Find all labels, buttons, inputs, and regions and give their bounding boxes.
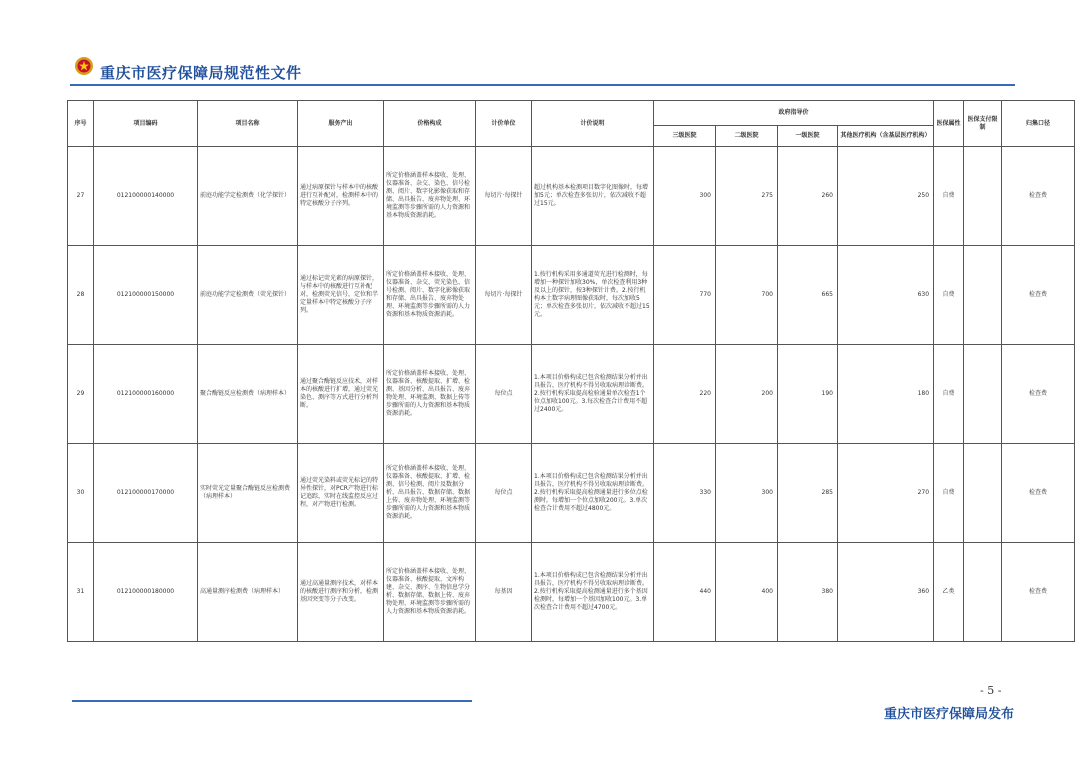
cell-name: 高通量测序检测费（病理样本） <box>198 543 298 642</box>
cell-insurance: 自费 <box>934 444 964 543</box>
cell-composition: 所定价格涵盖样本接收、处理、仪器准备、杂交、染色、信号检测、阅片、数字化影像获取和存储、出具报告、废弃物处理、环境监测等步骤所需的人力资源和基本物质资源消耗。 <box>384 147 476 246</box>
col-insurance: 医保属性 <box>934 101 964 147</box>
cell-seq: 27 <box>68 147 94 246</box>
col-code: 项目编码 <box>94 101 198 147</box>
cell-desc: 超过机构基本检测项目数字化图像时，每增加5元；单次检查多张切片，依次减收不超过15元。 <box>532 147 654 246</box>
cell-grade3: 300 <box>654 147 716 246</box>
cell-unit: 每位点 <box>476 345 532 444</box>
cell-code: 012100000150000 <box>94 246 198 345</box>
table-row <box>68 444 1075 543</box>
cell-payment <box>964 345 1002 444</box>
cell-seq: 30 <box>68 444 94 543</box>
cell-grade3: 770 <box>654 246 716 345</box>
cell-dept: 检查费 <box>1002 345 1075 444</box>
cell-composition: 所定价格涵盖样本接收、处理、仪器准备、核酸提取、文库构建、杂交、测序、生物信息学分析、数据存储、数据上传、废弃物处理、环境监测等步骤所需的人力资源和基本物质资源消耗。 <box>384 543 476 642</box>
col-desc: 计价说明 <box>532 101 654 147</box>
cell-name: 前庭功能学定检测费（荧光探针） <box>198 246 298 345</box>
cell-insurance: 自费 <box>934 345 964 444</box>
col-gov-price: 政府指导价 <box>654 101 934 126</box>
table-header-row <box>68 101 1075 126</box>
header-rule <box>70 84 1015 86</box>
table-row <box>68 345 1075 444</box>
table-row <box>68 543 1075 642</box>
col-other: 其他医疗机构（含基层医疗机构） <box>838 126 934 147</box>
table-row <box>68 246 1075 345</box>
cell-code: 012100000140000 <box>94 147 198 246</box>
cell-grade2: 200 <box>716 345 778 444</box>
cell-other: 250 <box>838 147 934 246</box>
cell-dept: 检查费 <box>1002 543 1075 642</box>
cell-composition: 所定价格涵盖样本接收、处理、仪器准备、杂交、荧光染色、信号检测、阅片、数字化影像获取和存储、出具报告、废弃物处理、环境监测等步骤所需的人力资源和基本物质资源消耗。 <box>384 246 476 345</box>
cell-payment <box>964 147 1002 246</box>
cell-grade3: 330 <box>654 444 716 543</box>
cell-connotation: 通过聚合酶链反应技术，对样本的核酸进行扩增，通过荧光染色、测序等方式进行分析判断。 <box>298 345 384 444</box>
cell-unit: 每切片·每探针 <box>476 147 532 246</box>
header-title: 重庆市医疗保障局规范性文件 <box>100 64 302 82</box>
col-dept: 归集口径 <box>1002 101 1075 147</box>
cell-insurance: 乙类 <box>934 543 964 642</box>
cell-other: 360 <box>838 543 934 642</box>
cell-desc: 1.按行机构采用多通道荧光进行检测时，每增加一种探针加收30%，单次检查利用3种及以上的探针，按3种探针计费。2.按行机构本土数字病理图像获取时，每次加收5元；单次检查多张切片，依次减收不超过15元。 <box>532 246 654 345</box>
cell-composition: 所定价格涵盖样本接收、处理、仪器准备、核酸提取、扩增、检测、基因分析、出具报告、废弃物处理、环境监测、数据上传等步骤所需的人力资源和基本物质资源消耗。 <box>384 345 476 444</box>
col-payment: 医保支付限制 <box>964 101 1002 147</box>
cell-grade1: 665 <box>778 246 838 345</box>
cell-name: 聚合酶链反应检测费（病理样本） <box>198 345 298 444</box>
col-grade3: 三级医院 <box>654 126 716 147</box>
cell-desc: 1.本项目价格构成已包含检测结果分析并出具报告，医疗机构不得另收取病理诊断费。2.按行机构采取提高检验通量单次检查1个位点加收100元。3.每次检查合计费用不超过2400元。 <box>532 345 654 444</box>
cell-name: 实时荧光定量聚合酶链反应检测费（病理样本） <box>198 444 298 543</box>
col-name: 项目名称 <box>198 101 298 147</box>
cell-payment <box>964 444 1002 543</box>
col-seq: 序号 <box>68 101 94 147</box>
col-unit: 计价单位 <box>476 101 532 147</box>
cell-code: 012100000180000 <box>94 543 198 642</box>
cell-connotation: 通过荧光染料或荧光标记的特异性探针，对PCR产物进行标记追踪，实时在线监控反应过程，对产物进行检测。 <box>298 444 384 543</box>
cell-unit: 每基因 <box>476 543 532 642</box>
cell-payment <box>964 246 1002 345</box>
cell-desc: 1.本项目价格构成已包含检测结果分析并出具报告，医疗机构不得另收取病理诊断费。2.按行机构采取提高检测通量进行多个基因检测时，每增加一个基因加收100元。3.单次检查合计费用不超过4700元。 <box>532 543 654 642</box>
cell-dept: 检查费 <box>1002 147 1075 246</box>
cell-other: 630 <box>838 246 934 345</box>
col-connotation: 服务产出 <box>298 101 384 147</box>
cell-grade1: 260 <box>778 147 838 246</box>
cell-dept: 检查费 <box>1002 246 1075 345</box>
cell-seq: 31 <box>68 543 94 642</box>
cell-grade2: 275 <box>716 147 778 246</box>
cell-insurance: 自费 <box>934 246 964 345</box>
col-grade1: 一级医院 <box>778 126 838 147</box>
cell-grade1: 285 <box>778 444 838 543</box>
cell-grade3: 440 <box>654 543 716 642</box>
document-header <box>70 50 1015 90</box>
cell-connotation: 通过高通量测序技术，对样本的核酸进行测序和分析，检测基因突变等分子改变。 <box>298 543 384 642</box>
cell-insurance: 自费 <box>934 147 964 246</box>
cell-other: 270 <box>838 444 934 543</box>
cell-unit: 每切片·每探针 <box>476 246 532 345</box>
cell-grade3: 220 <box>654 345 716 444</box>
footer-publisher: 重庆市医疗保障局发布 <box>884 707 1015 722</box>
cell-grade2: 300 <box>716 444 778 543</box>
price-table <box>67 100 1075 642</box>
cell-grade2: 400 <box>716 543 778 642</box>
cell-grade2: 700 <box>716 246 778 345</box>
cell-other: 180 <box>838 345 934 444</box>
cell-seq: 28 <box>68 246 94 345</box>
table-row <box>68 147 1075 246</box>
cell-grade1: 190 <box>778 345 838 444</box>
cell-code: 012100000170000 <box>94 444 198 543</box>
footer-rule <box>72 700 472 702</box>
page-number: - 5 - <box>980 684 1002 697</box>
col-grade2: 二级医院 <box>716 126 778 147</box>
national-emblem-icon <box>74 56 94 76</box>
cell-grade1: 380 <box>778 543 838 642</box>
cell-composition: 所定价格涵盖样本接收、处理、仪器准备、核酸提取、扩增、检测、信号检测、阅片及数据分析、出具报告、数据存储、数据上传、废弃物处理、环境监测等步骤所需的人力资源和基本物质资源消耗。 <box>384 444 476 543</box>
cell-connotation: 通过标记荧光素的病原探针，与样本中的核酸进行互补配对，检测荧光信号，定位和半定量样本中特定核酸分子序列。 <box>298 246 384 345</box>
cell-payment <box>964 543 1002 642</box>
cell-desc: 1.本项目价格构成已包含检测结果分析并出具报告，医疗机构不得另收取病理诊断费。2.按行机构采取提高检测通量进行多位点检测时，每增加一个位点加收200元。3.单次检查合计费用不超过4800元。 <box>532 444 654 543</box>
cell-unit: 每位点 <box>476 444 532 543</box>
cell-code: 012100000160000 <box>94 345 198 444</box>
cell-name: 前庭功能学定检测费（化学探针） <box>198 147 298 246</box>
cell-dept: 检查费 <box>1002 444 1075 543</box>
cell-seq: 29 <box>68 345 94 444</box>
col-composition: 价格构成 <box>384 101 476 147</box>
cell-connotation: 通过病原探针与样本中的核酸进行互补配对，检测样本中的特定核酸分子序列。 <box>298 147 384 246</box>
